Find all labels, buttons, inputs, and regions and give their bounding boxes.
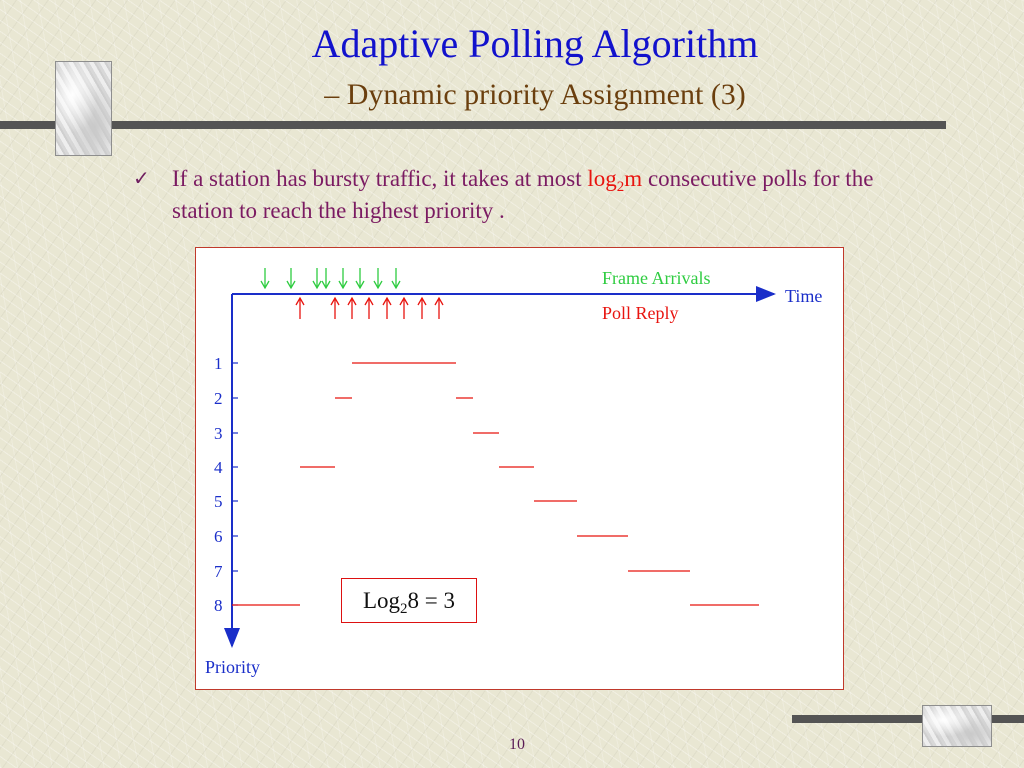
poll-reply-label: Poll Reply xyxy=(602,303,679,323)
slide-subtitle: – Dynamic priority Assignment (3) xyxy=(324,78,746,111)
priority-level-7: 7 xyxy=(214,562,223,581)
poll-reply-arrows xyxy=(296,298,443,319)
bullet-math-base: log xyxy=(587,166,617,191)
bullet-text-after: consecutive polls for the station to reach the highest priority . xyxy=(172,166,874,223)
log-rest: 8 = 3 xyxy=(407,588,456,613)
priority-level-8: 8 xyxy=(214,596,223,615)
arrival-arrow xyxy=(261,268,269,288)
poll-arrow xyxy=(383,298,391,319)
arrival-arrow xyxy=(374,268,382,288)
arrival-arrow xyxy=(392,268,400,288)
poll-arrow xyxy=(365,298,373,319)
slide-title: Adaptive Polling Algorithm xyxy=(311,21,759,66)
arrival-arrow xyxy=(322,268,330,288)
top-decorative-bar xyxy=(0,121,946,129)
priority-level-5: 5 xyxy=(214,492,223,511)
priority-axis-label: Priority xyxy=(205,657,261,677)
log-sub: 2 xyxy=(400,601,408,617)
poll-arrow xyxy=(435,298,443,319)
poll-arrow xyxy=(348,298,356,319)
priority-level-4: 4 xyxy=(214,458,223,477)
checkmark-icon: ✓ xyxy=(133,166,150,190)
priority-diagram-svg xyxy=(196,248,845,691)
frame-arrival-arrows xyxy=(261,268,400,288)
bottom-marble-square xyxy=(922,705,992,747)
poll-arrow xyxy=(331,298,339,319)
bullet-math-var: m xyxy=(624,166,643,191)
log-formula-box xyxy=(341,578,477,623)
log-base: Log xyxy=(362,588,401,613)
priority-level-1: 1 xyxy=(214,354,223,373)
priority-diagram xyxy=(195,247,844,690)
bullet-text xyxy=(172,163,932,227)
poll-arrow xyxy=(296,298,304,319)
arrival-arrow xyxy=(339,268,347,288)
bullet-text-before: If a station has bursty traffic, it takes at most xyxy=(172,166,588,191)
time-axis-label: Time xyxy=(785,286,823,306)
priority-level-6: 6 xyxy=(214,527,223,546)
frame-arrivals-label: Frame Arrivals xyxy=(602,268,711,288)
bullet-math-sub: 2 xyxy=(616,179,625,195)
arrival-arrow xyxy=(287,268,295,288)
page-number: 10 xyxy=(509,736,525,753)
arrival-arrow xyxy=(356,268,364,288)
priority-segments xyxy=(232,363,759,605)
priority-level-2: 2 xyxy=(214,389,223,408)
bullet-math xyxy=(587,166,643,195)
priority-level-3: 3 xyxy=(214,424,223,443)
poll-arrow xyxy=(418,298,426,319)
poll-arrow xyxy=(400,298,408,319)
priority-levels xyxy=(214,354,223,615)
arrival-arrow xyxy=(313,268,321,288)
